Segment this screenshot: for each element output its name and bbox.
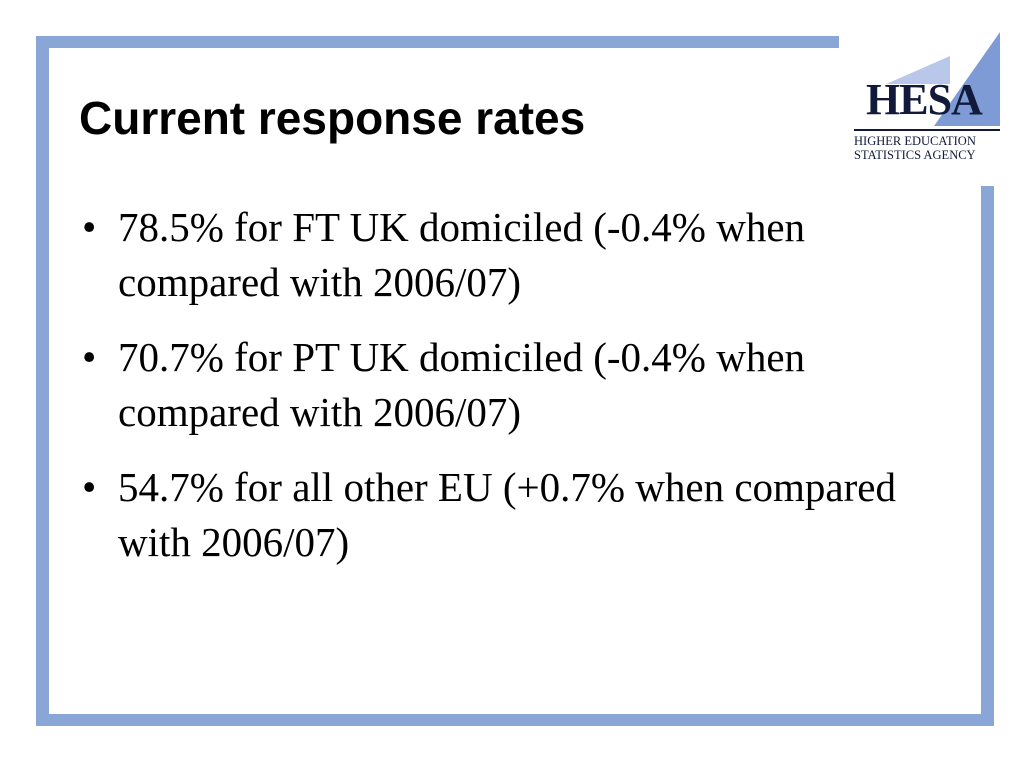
bullet-dot-icon: • — [82, 334, 97, 380]
logo-wordmark: HESA — [866, 75, 982, 124]
bullet-item — [82, 200, 962, 310]
frame-border-bottom — [36, 714, 994, 726]
logo-subtitle-line2: STATISTICS AGENCY — [854, 148, 976, 162]
bullet-item — [82, 460, 962, 570]
bullet-text: 54.7% for all other EU (+0.7% when compared with 2006/07) — [118, 464, 896, 565]
logo-divider — [854, 129, 1000, 131]
hesa-logo — [846, 30, 1002, 166]
slide-title: Current response rates — [79, 92, 586, 144]
logo-subtitle-line1: HIGHER EDUCATION — [854, 134, 976, 148]
bullet-text: 70.7% for PT UK domiciled (-0.4% when compared with 2006/07) — [118, 334, 806, 435]
bullet-dot-icon: • — [82, 464, 97, 510]
frame-border-left — [36, 36, 49, 726]
frame-border-right — [981, 186, 994, 726]
bullet-text: 78.5% for FT UK domiciled (-0.4% when compared with 2006/07) — [118, 204, 806, 305]
bullet-item — [82, 330, 962, 440]
frame-border-top — [36, 36, 839, 48]
bullet-list — [82, 200, 962, 590]
bullet-dot-icon: • — [82, 204, 97, 250]
